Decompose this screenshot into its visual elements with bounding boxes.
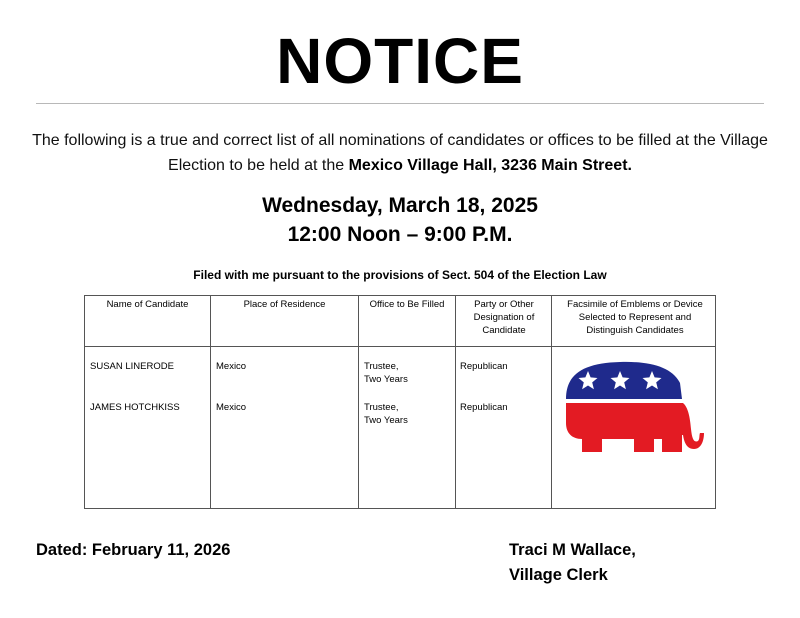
event-date: Wednesday, March 18, 2025	[262, 194, 538, 217]
header-emblem-facsimile: Facsimile of Emblems or Device Selected to Represent and Distinguish Candidates	[567, 299, 703, 336]
filed-statement: Filed with me pursuant to the provisions of Sect. 504 of the Election Law	[193, 268, 607, 282]
header-name-of-candidate: Name of Candidate	[106, 299, 189, 310]
candidate-party: Republican	[460, 402, 508, 413]
column-divider	[210, 296, 211, 508]
candidate-residence: Mexico	[216, 361, 247, 372]
header-office-to-be-filled: Office to Be Filled	[369, 299, 445, 310]
intro-paragraph	[20, 128, 780, 178]
office-line-2: Two Years	[364, 374, 408, 385]
header-divider	[85, 346, 715, 347]
candidate-name: JAMES HOTCHKISS	[90, 402, 180, 413]
clerk-title: Village Clerk	[509, 566, 608, 584]
elephant-body-red	[566, 403, 704, 452]
republican-elephant-icon	[562, 359, 704, 457]
nominations-table	[84, 295, 716, 509]
candidate-name: SUSAN LINERODE	[90, 361, 174, 372]
dated-line: Dated: February 11, 2026	[36, 541, 231, 559]
column-divider	[551, 296, 552, 508]
office-line-2: Two Years	[364, 415, 408, 426]
column-divider	[358, 296, 359, 508]
office-line-1: Trustee,	[364, 361, 399, 372]
clerk-signature-block	[509, 538, 636, 588]
intro-text: The following is a true and correct list of all nominations of candidates or offices to be filled at the Village Election to be held at the	[32, 132, 768, 174]
notice-title: NOTICE	[276, 25, 524, 97]
intro-location: Mexico Village Hall, 3236 Main Street.	[348, 157, 632, 174]
office-line-1: Trustee,	[364, 402, 399, 413]
title-divider	[36, 103, 764, 104]
clerk-name: Traci M Wallace,	[509, 541, 636, 559]
header-party-designation: Party or Other Designation of Candidate	[473, 299, 535, 336]
candidate-party: Republican	[460, 361, 508, 372]
column-divider	[455, 296, 456, 508]
candidate-office	[364, 401, 408, 427]
event-time: 12:00 Noon – 9:00 P.M.	[287, 223, 513, 246]
header-place-of-residence: Place of Residence	[243, 299, 326, 310]
candidate-office	[364, 360, 408, 386]
candidate-residence: Mexico	[216, 402, 247, 413]
